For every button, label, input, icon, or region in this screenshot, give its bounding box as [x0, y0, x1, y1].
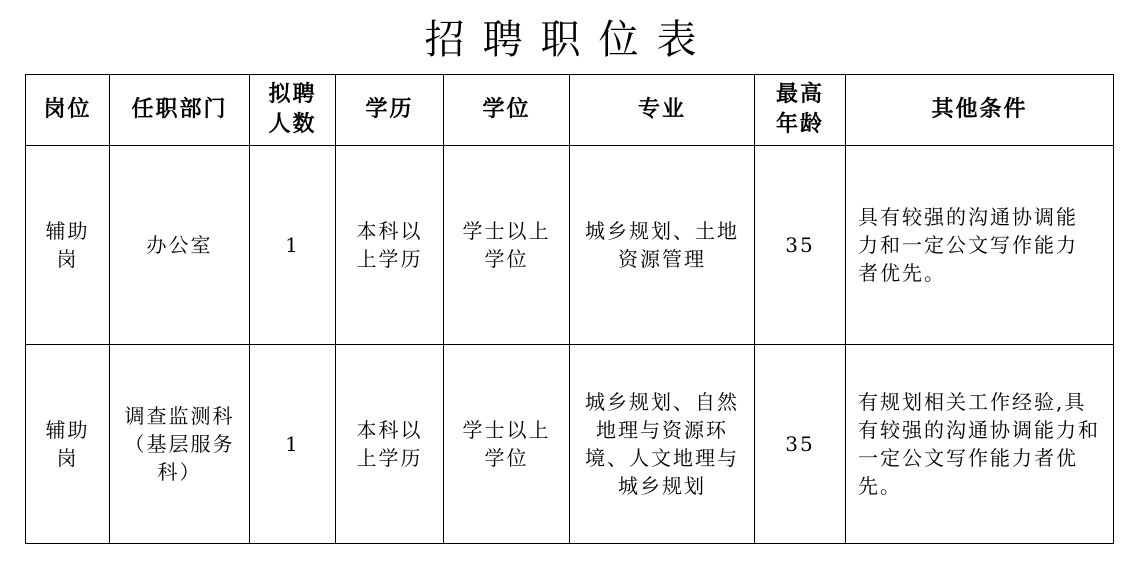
cell-conditions: 具有较强的沟通协调能力和一定公文写作能力者优先。 — [846, 146, 1114, 345]
table-row — [26, 146, 1114, 345]
cell-department: 办公室 — [110, 146, 250, 345]
table-row — [26, 345, 1114, 544]
cell-max-age: 35 — [755, 146, 846, 345]
header-education: 学历 — [336, 75, 444, 146]
cell-count: 1 — [250, 146, 336, 345]
cell-major: 城乡规划、土地资源管理 — [570, 146, 755, 345]
header-max-age: 最高年龄 — [755, 75, 846, 146]
cell-degree: 学士以上学位 — [444, 146, 570, 345]
header-row — [26, 75, 1114, 146]
job-table — [25, 74, 1114, 544]
cell-count: 1 — [250, 345, 336, 544]
page-title: 招聘职位表 — [424, 17, 715, 63]
cell-post: 辅助岗 — [26, 345, 110, 544]
header-conditions: 其他条件 — [846, 75, 1114, 146]
header-degree: 学位 — [444, 75, 570, 146]
cell-department: 调查监测科（基层服务科） — [110, 345, 250, 544]
header-major: 专业 — [570, 75, 755, 146]
cell-degree: 学士以上学位 — [444, 345, 570, 544]
cell-major: 城乡规划、自然地理与资源环境、人文地理与城乡规划 — [570, 345, 755, 544]
cell-post: 辅助岗 — [26, 146, 110, 345]
header-department: 任职部门 — [110, 75, 250, 146]
cell-education: 本科以上学历 — [336, 146, 444, 345]
header-count: 拟聘人数 — [250, 75, 336, 146]
cell-conditions: 有规划相关工作经验,具有较强的沟通协调能力和一定公文写作能力者优先。 — [846, 345, 1114, 544]
header-post: 岗位 — [26, 75, 110, 146]
cell-education: 本科以上学历 — [336, 345, 444, 544]
cell-max-age: 35 — [755, 345, 846, 544]
